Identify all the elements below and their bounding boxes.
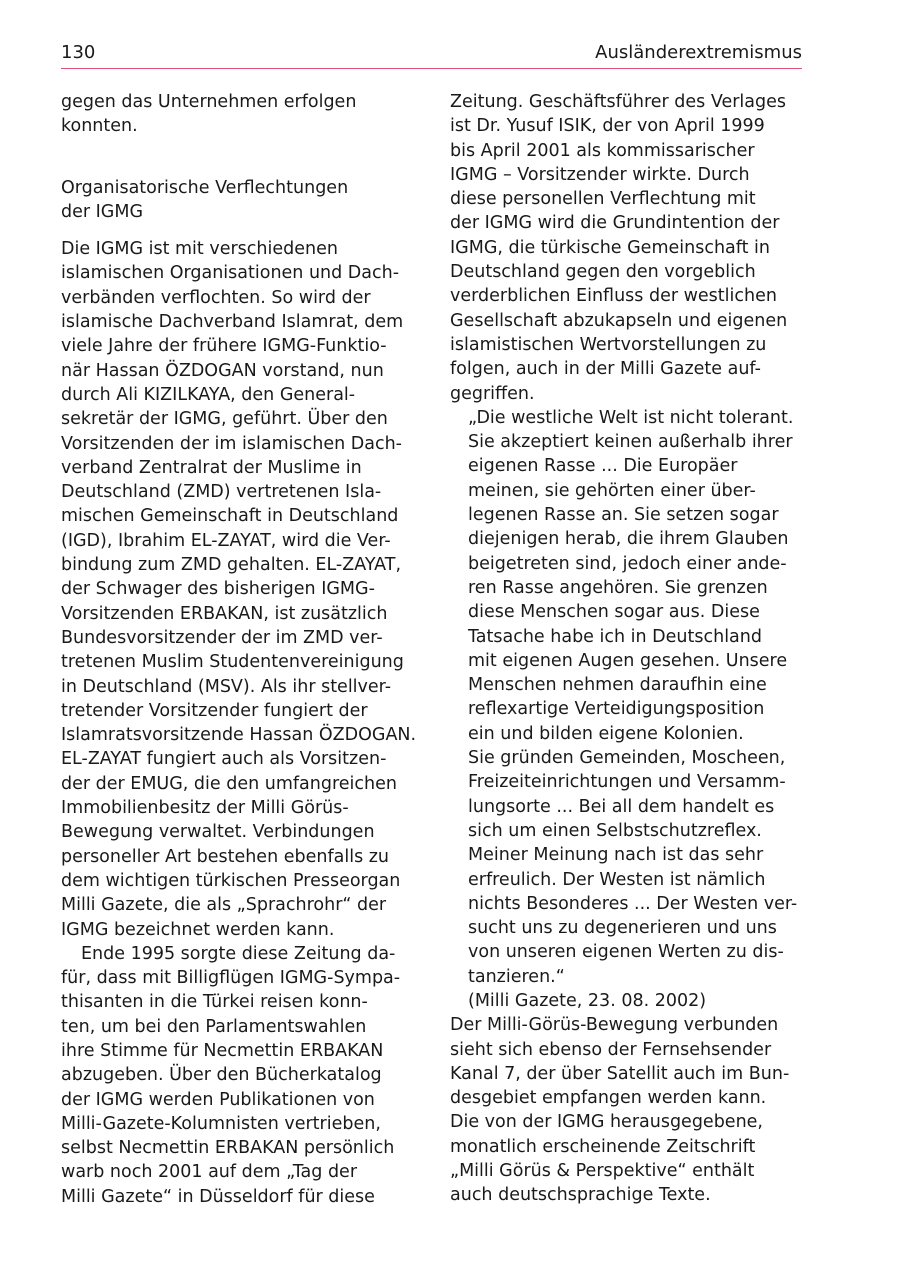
text-line: abzugeben. Über den Bücherkatalog [61, 1065, 382, 1086]
text-line: Kanal 7, der über Satellit auch im Bun- [450, 1063, 790, 1084]
paragraph-travel [61, 942, 416, 1209]
text-line: Gesellschaft abzukapseln und eigenen [450, 310, 788, 331]
text-line: von unseren eigenen Werten zu dis- [468, 942, 784, 963]
text-line: nichts Besonderes ... Der Westen ver- [468, 893, 798, 914]
text-line: bindung zum ZMD gehalten. EL-ZAYAT, [61, 555, 402, 576]
text-line: der IGMG wird die Grundintention der [450, 213, 780, 234]
text-line: tanzieren.“ [468, 966, 565, 987]
text-line: Meiner Meinung nach ist das sehr [468, 845, 764, 866]
text-line: folgen, auch in der Milli Gazete auf- [450, 359, 761, 380]
text-line: IGMG, die türkische Gemeinschaft in [450, 237, 770, 258]
text-line: der IGMG [61, 201, 144, 222]
text-line: konnten. [61, 116, 138, 137]
text-line: diese personellen Verflechtung mit [450, 189, 756, 210]
text-line: ren Rasse angehören. Sie grenzen [468, 577, 768, 598]
text-line: Bundesvorsitzender der im ZMD ver- [61, 627, 383, 648]
section-heading [61, 176, 416, 225]
text-line: der IGMG werden Publikationen von [61, 1089, 375, 1110]
text-line: warb noch 2001 auf dem „Tag der [61, 1162, 358, 1183]
text-line: Deutschland gegen den vorgeblich [450, 262, 756, 283]
text-line: „Die westliche Welt ist nicht tolerant. [468, 407, 794, 428]
text-line: islamistischen Wertvorstellungen zu [450, 334, 767, 355]
text-line: Vorsitzenden der im islamischen Dach- [61, 433, 402, 454]
text-line: Milli Gazete“ in Düsseldorf für diese [61, 1186, 375, 1207]
text-line: meinen, sie gehörten einer über- [468, 480, 756, 501]
text-line: der Schwager des bisherigen IGMG- [61, 579, 375, 600]
text-line: desgebiet empfangen werden kann. [450, 1088, 767, 1109]
text-line: (IGD), Ibrahim EL-ZAYAT, wird die Ver- [61, 530, 391, 551]
text-line: ten, um bei den Parlamentswahlen [61, 1016, 367, 1037]
text-line: ist Dr. Yusuf ISIK, der von April 1999 [450, 116, 765, 137]
text-line: personeller Art bestehen ebenfalls zu [61, 846, 390, 867]
text-line: sich um einen Selbstschutzreflex. [468, 820, 762, 841]
text-line: in Deutschland (MSV). Als ihr stellver- [61, 676, 392, 697]
text-line: erfreulich. Der Westen ist nämlich [468, 869, 766, 890]
text-line: selbst Necmettin ERBAKAN persönlich [61, 1138, 395, 1159]
text-line: Tatsache habe ich in Deutschland [468, 626, 762, 647]
text-line: gegen das Unternehmen erfolgen [61, 92, 357, 112]
text-line: bis April 2001 als kommissarischer [450, 140, 755, 161]
text-line: tretenen Muslim Studentenvereinigung [61, 652, 404, 673]
text-line: islamischen Organisationen und Dach- [61, 263, 400, 284]
text-line: ein und bilden eigene Kolonien. [468, 723, 744, 744]
text-line: Die von der IGMG herausgegebene, [450, 1112, 763, 1133]
text-line: Deutschland (ZMD) vertretenen Isla- [61, 482, 382, 503]
text-line: islamische Dachverband Islamrat, dem [61, 312, 404, 333]
text-line: dem wichtigen türkischen Presseorgan [61, 870, 401, 891]
text-line: Der Milli-Görüs-Bewegung verbunden [450, 1015, 779, 1036]
text-line: der der EMUG, die den umfangreichen [61, 773, 397, 794]
text-line: Bewegung verwaltet. Verbindungen [61, 822, 375, 843]
text-line: diese Menschen sogar aus. Diese [468, 602, 760, 623]
text-line: tretender Vorsitzender fungiert der [61, 700, 368, 721]
header-rule [61, 68, 802, 69]
text-line: sekretär der IGMG, geführt. Über den [61, 409, 388, 430]
right-column [450, 90, 805, 1208]
text-line: gegriffen. [450, 383, 535, 404]
text-line: thisanten in die Türkei reisen konn- [61, 992, 368, 1013]
text-line: IGMG bezeichnet werden kann. [61, 919, 335, 940]
text-line: „Milli Görüs & Perspektive“ enthält [450, 1161, 755, 1182]
text-line: diejenigen herab, die ihrem Glauben [468, 529, 789, 550]
paragraph-publisher [450, 90, 805, 406]
text-line: mischen Gemeinschaft in Deutschland [61, 506, 399, 527]
text-line: Sie akzeptiert keinen außerhalb ihrer [468, 432, 793, 453]
text-line: Immobilienbesitz der Milli Görüs- [61, 798, 349, 819]
text-line: verderblichen Einfluss der westlichen [450, 286, 777, 307]
text-line: när Hassan ÖZDOGAN vorstand, nun [61, 360, 384, 381]
text-line: sucht uns zu degenerieren und uns [468, 918, 777, 939]
text-line: reflexartige Verteidigungsposition [468, 699, 765, 720]
text-line: sieht sich ebenso der Fernsehsender [450, 1039, 772, 1060]
text-line: Die IGMG ist mit verschiedenen [61, 239, 338, 260]
quote-source: (Milli Gazete, 23. 08. 2002) [468, 990, 707, 1011]
text-line: monatlich erscheinende Zeitschrift [450, 1136, 756, 1157]
text-line: auch deutschsprachige Texte. [450, 1185, 711, 1206]
text-line: Vorsitzenden ERBAKAN, ist zusätzlich [61, 603, 388, 624]
page-number: 130 [61, 42, 96, 63]
text-line: Islamratsvorsitzende Hassan ÖZDOGAN. [61, 725, 417, 746]
paragraph-broadcast [450, 1013, 805, 1207]
intro-text [61, 90, 416, 139]
text-line: eigenen Rasse ... Die Europäer [468, 456, 738, 477]
text-line: Milli Gazete, die als „Sprachrohr“ der [61, 895, 387, 916]
text-line: Zeitung. Geschäftsführer des Verlages [450, 92, 786, 112]
text-line: beigetreten sind, jedoch einer ande- [468, 553, 787, 574]
text-line: EL-ZAYAT fungiert auch als Vorsitzen- [61, 749, 387, 770]
text-line: durch Ali KIZILKAYA, den General- [61, 384, 356, 405]
text-line: IGMG – Vorsitzender wirkte. Durch [450, 164, 750, 185]
running-title: Ausländerextremismus [595, 42, 802, 63]
text-line: verbänden verflochten. So wird der [61, 287, 371, 308]
text-line: verband Zentralrat der Muslime in [61, 457, 362, 478]
text-line: legenen Rasse an. Sie setzen sogar [468, 505, 779, 526]
text-line: ihre Stimme für Necmettin ERBAKAN [61, 1040, 384, 1061]
text-line: Milli-Gazete-Kolumnisten vertrieben, [61, 1113, 381, 1134]
text-line: Freizeiteinrichtungen und Versamm- [468, 772, 786, 793]
text-line: Organisatorische Verflechtungen [61, 177, 349, 198]
text-line: lungsorte ... Bei all dem handelt es [468, 796, 775, 817]
block-quote [450, 406, 805, 989]
text-line: mit eigenen Augen gesehen. Unsere [468, 650, 788, 671]
text-line: für, dass mit Billigflügen IGMG-Sympa- [61, 968, 401, 989]
text-line: Menschen nehmen daraufhin eine [468, 675, 767, 696]
left-column [61, 90, 416, 1209]
text-line: Ende 1995 sorgte diese Zeitung da- [81, 943, 396, 964]
text-line: viele Jahre der frühere IGMG-Funktio- [61, 336, 387, 357]
text-line: Sie gründen Gemeinden, Moscheen, [468, 748, 786, 769]
paragraph-organisations [61, 237, 416, 942]
